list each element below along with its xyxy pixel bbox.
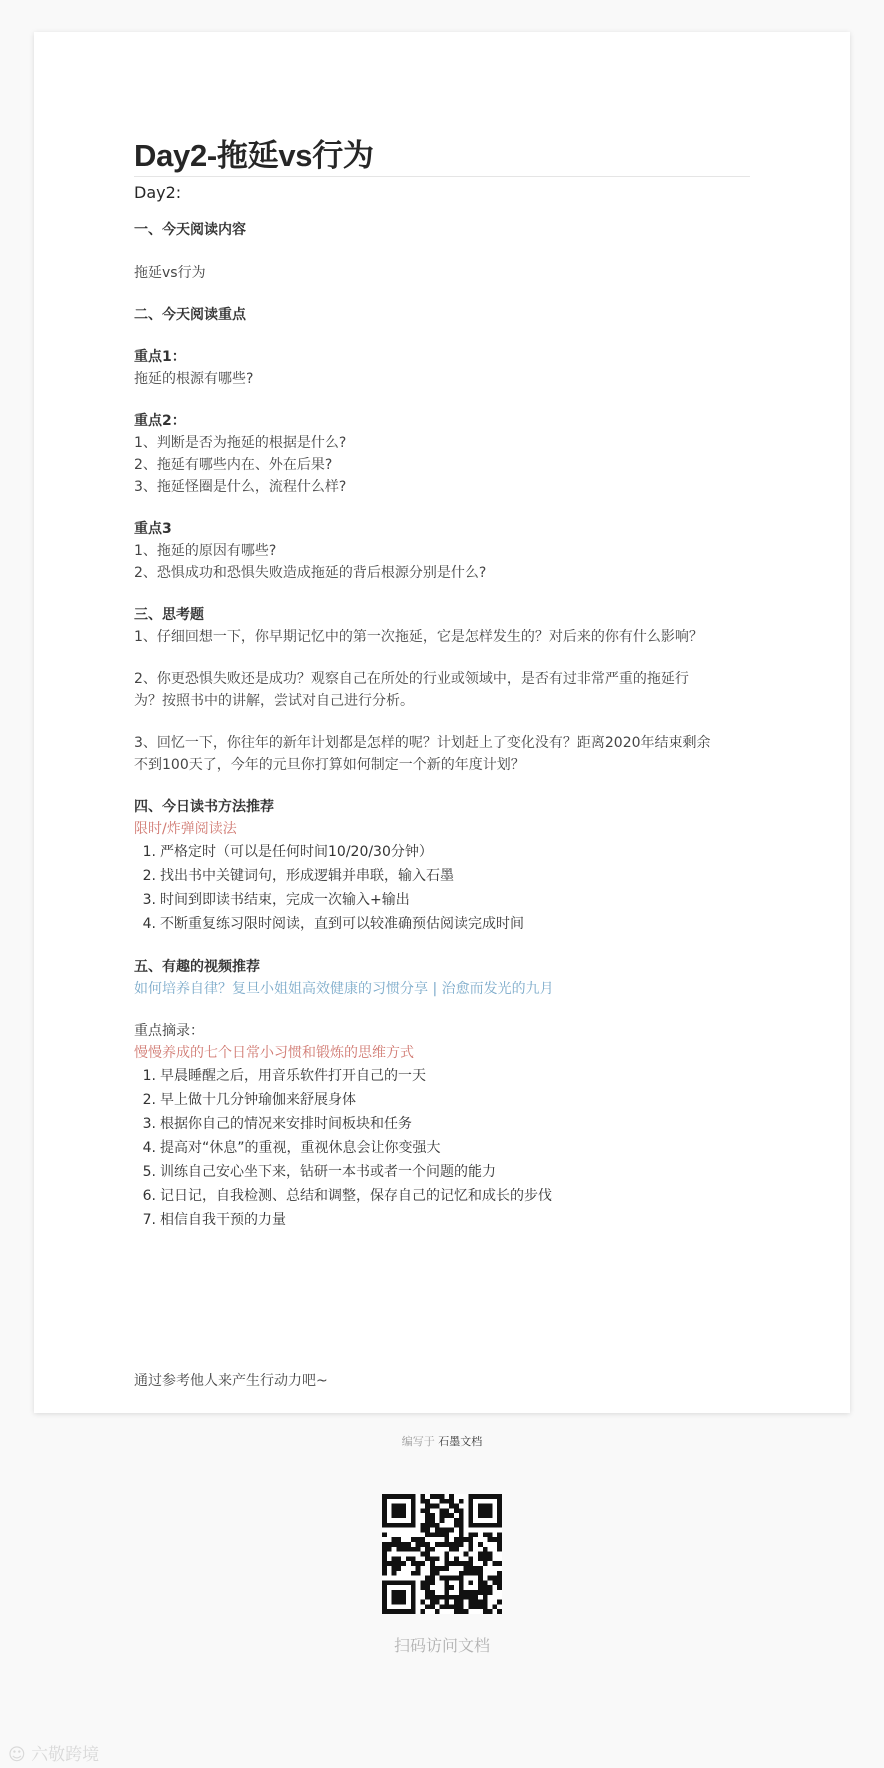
method-steps-list	[134, 840, 750, 936]
key-point-label: 重点2：	[134, 413, 186, 429]
qr-code	[382, 1494, 502, 1614]
list-item: 1. 早晨睡醒之后，用音乐软件打开自己的一天	[142, 1068, 426, 1084]
paragraph: 1、仔细回想一下，你早期记忆中的第一次拖延，它是怎样发生的？对后来的你有什么影响？	[134, 629, 703, 645]
paragraph: 拖延的根源有哪些?	[134, 371, 254, 387]
paragraph: 1、判断是否为拖延的根据是什么?	[134, 435, 347, 451]
excerpt-heading: 重点摘录：	[134, 1023, 204, 1039]
habits-link[interactable]: 慢慢养成的七个日常小习惯和锻炼的思维方式	[134, 1045, 414, 1061]
list-item: 3. 根据你自己的情况来安排时间板块和任务	[142, 1116, 412, 1132]
list-item: 7. 相信自我干预的力量	[142, 1212, 286, 1228]
section-heading: 三、思考题	[134, 607, 204, 623]
document-card	[34, 32, 850, 1413]
video-link[interactable]: 如何培养自律？复旦小姐姐高效健康的习惯分享 | 治愈而发光的九月	[134, 981, 554, 997]
scan-label: 扫码访问文档	[393, 1636, 490, 1655]
watermark	[8, 1740, 99, 1765]
section-heading: 四、今日读书方法推荐	[134, 799, 274, 815]
section-heading: 一、今天阅读内容	[134, 222, 246, 238]
paragraph: 1、拖延的原因有哪些?	[134, 543, 277, 559]
doc-title: Day2-拖延vs行为	[134, 138, 374, 173]
paragraph: 不到100天了，今年的元旦你打算如何制定一个新的年度计划？	[134, 757, 525, 773]
list-item: 4. 不断重复练习限时阅读，直到可以较准确预估阅读完成时间	[142, 916, 524, 932]
section-heading: 五、有趣的视频推荐	[134, 959, 260, 975]
paragraph: 拖延vs行为	[134, 265, 206, 281]
brand-link[interactable]: 石墨文档	[438, 1435, 483, 1448]
watermark-text: 六敬跨境	[31, 1745, 100, 1765]
key-point-label: 重点1：	[134, 349, 186, 365]
list-item: 6. 记日记，自我检测、总结和调整，保存自己的记忆和成长的步伐	[142, 1188, 552, 1204]
paragraph: 2、拖延有哪些内在、外在后果?	[134, 457, 333, 473]
paragraph: 为？按照书中的讲解，尝试对自己进行分析。	[134, 693, 414, 709]
list-item: 1. 严格定时（可以是任何时间10/20/30分钟）	[142, 844, 433, 860]
closing-paragraph: 通过参考他人来产生行动力吧~	[134, 1373, 328, 1389]
habits-list	[134, 1064, 750, 1232]
list-item: 4. 提高对“休息”的重视，重视休息会让你变强大	[142, 1140, 441, 1156]
watermark-logo-icon: ☺	[8, 1745, 26, 1765]
method-link[interactable]: 限时/炸弹阅读法	[134, 821, 237, 837]
list-item: 3. 时间到即读书结束，完成一次输入+输出	[142, 892, 410, 908]
key-point-label: 重点3	[134, 521, 172, 537]
list-item: 5. 训练自己安心坐下来，钻研一本书或者一个问题的能力	[142, 1164, 496, 1180]
footer-attribution	[0, 1433, 884, 1449]
paragraph: 2、你更恐惧失败还是成功？观察自己在所处的行业或领域中，是否有过非常严重的拖延行	[134, 671, 689, 687]
written-in-label: 编写于	[401, 1435, 435, 1448]
list-item: 2. 早上做十几分钟瑜伽来舒展身体	[142, 1092, 356, 1108]
paragraph: 3、拖延怪圈是什么，流程什么样?	[134, 479, 347, 495]
title-divider	[134, 176, 750, 177]
paragraph: 3、回忆一下，你往年的新年计划都是怎样的呢？计划赶上了变化没有？距离2020年结束剩余	[134, 735, 711, 751]
list-item: 2. 找出书中关键词句，形成逻辑并串联，输入石墨	[142, 868, 454, 884]
paragraph: 2、恐惧成功和恐惧失败造成拖延的背后根源分别是什么?	[134, 565, 487, 581]
day-heading: Day2:	[134, 183, 182, 202]
section-heading: 二、今天阅读重点	[134, 307, 246, 323]
